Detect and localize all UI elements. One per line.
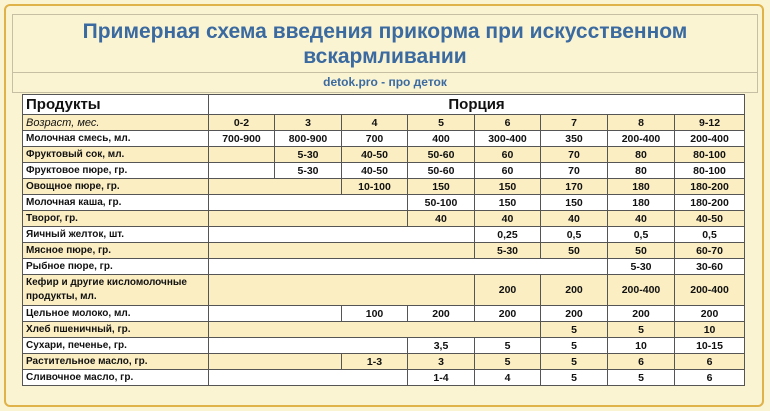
products-header: Продукты <box>23 95 209 115</box>
portion-cell: 40 <box>475 211 541 227</box>
empty-span <box>209 163 275 179</box>
product-name: Хлеб пшеничный, гр. <box>23 322 209 338</box>
portion-cell: 0,25 <box>475 227 541 243</box>
header-row <box>23 95 745 115</box>
portion-cell: 100 <box>342 306 408 322</box>
portion-cell: 350 <box>541 131 608 147</box>
age-label: Возраст, мес. <box>23 115 209 131</box>
portion-header: Порция <box>209 95 745 115</box>
product-name: Цельное молоко, мл. <box>23 306 209 322</box>
portion-cell: 5 <box>541 370 608 386</box>
product-name: Растительное масло, гр. <box>23 354 209 370</box>
table-row <box>23 195 745 211</box>
age-month: 3 <box>275 115 342 131</box>
portion-cell: 10 <box>675 322 745 338</box>
table-row <box>23 131 745 147</box>
portion-cell: 200 <box>408 306 475 322</box>
portion-cell: 70 <box>541 163 608 179</box>
portion-cell: 200 <box>608 306 675 322</box>
portion-cell: 150 <box>541 195 608 211</box>
portion-cell: 400 <box>408 131 475 147</box>
portion-cell: 60-70 <box>675 243 745 259</box>
product-name: Сухари, печенье, гр. <box>23 338 209 354</box>
table-row <box>23 243 745 259</box>
product-name: Фруктовый сок, мл. <box>23 147 209 163</box>
portion-cell: 30-60 <box>675 259 745 275</box>
portion-cell: 150 <box>475 179 541 195</box>
portion-cell: 70 <box>541 147 608 163</box>
empty-span <box>209 147 275 163</box>
product-name: Яичный желток, шт. <box>23 227 209 243</box>
portion-cell: 300-400 <box>475 131 541 147</box>
portion-cell: 5 <box>541 338 608 354</box>
portion-cell: 200 <box>675 306 745 322</box>
empty-span <box>209 275 475 306</box>
portion-cell: 200 <box>475 306 541 322</box>
product-name: Кефир и другие кисломолочные продукты, мл. <box>23 275 209 306</box>
portion-cell: 80 <box>608 163 675 179</box>
product-name: Творог, гр. <box>23 211 209 227</box>
product-name: Сливочное масло, гр. <box>23 370 209 386</box>
portion-cell: 50-60 <box>408 163 475 179</box>
portion-cell: 5-30 <box>275 163 342 179</box>
portion-cell: 40 <box>408 211 475 227</box>
portion-cell: 5 <box>475 338 541 354</box>
portion-cell: 5 <box>608 322 675 338</box>
portion-cell: 150 <box>408 179 475 195</box>
portion-cell: 180-200 <box>675 179 745 195</box>
portion-cell: 5-30 <box>275 147 342 163</box>
product-name: Фруктовое пюре, гр. <box>23 163 209 179</box>
portion-cell: 80-100 <box>675 163 745 179</box>
portion-cell: 50 <box>541 243 608 259</box>
age-month: 8 <box>608 115 675 131</box>
table-row <box>23 163 745 179</box>
product-name: Рыбное пюре, гр. <box>23 259 209 275</box>
empty-span <box>209 259 608 275</box>
portion-cell: 180 <box>608 179 675 195</box>
portion-cell: 50-100 <box>408 195 475 211</box>
portion-cell: 200-400 <box>608 131 675 147</box>
empty-span <box>209 306 342 322</box>
table-row <box>23 147 745 163</box>
table-row <box>23 179 745 195</box>
portion-cell: 80 <box>608 147 675 163</box>
portion-cell: 200-400 <box>608 275 675 306</box>
table-row <box>23 211 745 227</box>
portion-cell: 200-400 <box>675 131 745 147</box>
portion-cell: 40 <box>608 211 675 227</box>
portion-cell: 0,5 <box>608 227 675 243</box>
page-title: Примерная схема введения прикорма при искусственном вскармливании <box>12 14 758 72</box>
portion-cell: 50 <box>608 243 675 259</box>
table-row <box>23 354 745 370</box>
portion-cell: 4 <box>475 370 541 386</box>
empty-span <box>209 322 541 338</box>
portion-cell: 5 <box>541 322 608 338</box>
portion-cell: 80-100 <box>675 147 745 163</box>
portion-cell: 150 <box>475 195 541 211</box>
portion-cell: 10 <box>608 338 675 354</box>
age-month: 7 <box>541 115 608 131</box>
portion-cell: 60 <box>475 147 541 163</box>
portion-cell: 5 <box>608 370 675 386</box>
product-name: Овощное пюре, гр. <box>23 179 209 195</box>
portion-cell: 200 <box>475 275 541 306</box>
empty-span <box>209 354 342 370</box>
portion-cell: 5 <box>475 354 541 370</box>
age-row <box>23 115 745 131</box>
empty-span <box>209 179 342 195</box>
portion-cell: 200-400 <box>675 275 745 306</box>
empty-span <box>209 227 475 243</box>
table-body <box>23 95 745 386</box>
table-row <box>23 338 745 354</box>
feeding-table <box>22 94 745 386</box>
table-row <box>23 370 745 386</box>
product-name: Мясное пюре, гр. <box>23 243 209 259</box>
portion-cell: 3,5 <box>408 338 475 354</box>
portion-cell: 0,5 <box>541 227 608 243</box>
portion-cell: 700-900 <box>209 131 275 147</box>
empty-span <box>209 370 408 386</box>
portion-cell: 1-3 <box>342 354 408 370</box>
portion-cell: 6 <box>675 354 745 370</box>
age-month: 5 <box>408 115 475 131</box>
product-name: Молочная каша, гр. <box>23 195 209 211</box>
portion-cell: 200 <box>541 306 608 322</box>
portion-cell: 10-15 <box>675 338 745 354</box>
portion-cell: 40-50 <box>342 163 408 179</box>
age-month: 4 <box>342 115 408 131</box>
portion-cell: 700 <box>342 131 408 147</box>
empty-span <box>209 338 408 354</box>
portion-cell: 60 <box>475 163 541 179</box>
portion-cell: 6 <box>675 370 745 386</box>
portion-cell: 200 <box>541 275 608 306</box>
table-row <box>23 227 745 243</box>
portion-cell: 800-900 <box>275 131 342 147</box>
age-month: 9-12 <box>675 115 745 131</box>
portion-cell: 5 <box>541 354 608 370</box>
portion-cell: 5-30 <box>608 259 675 275</box>
portion-cell: 10-100 <box>342 179 408 195</box>
age-month: 6 <box>475 115 541 131</box>
table-row <box>23 259 745 275</box>
portion-cell: 0,5 <box>675 227 745 243</box>
site-caption[interactable]: detok.pro - про деток <box>12 72 758 93</box>
table-row <box>23 275 745 306</box>
portion-cell: 40 <box>541 211 608 227</box>
portion-cell: 5-30 <box>475 243 541 259</box>
age-month: 0-2 <box>209 115 275 131</box>
portion-cell: 50-60 <box>408 147 475 163</box>
portion-cell: 170 <box>541 179 608 195</box>
table-row <box>23 322 745 338</box>
portion-cell: 180 <box>608 195 675 211</box>
portion-cell: 3 <box>408 354 475 370</box>
portion-cell: 6 <box>608 354 675 370</box>
product-name: Молочная смесь, мл. <box>23 131 209 147</box>
table-row <box>23 306 745 322</box>
portion-cell: 40-50 <box>342 147 408 163</box>
portion-cell: 180-200 <box>675 195 745 211</box>
empty-span <box>209 243 475 259</box>
empty-span <box>209 195 408 211</box>
portion-cell: 1-4 <box>408 370 475 386</box>
portion-cell: 40-50 <box>675 211 745 227</box>
empty-span <box>209 211 408 227</box>
